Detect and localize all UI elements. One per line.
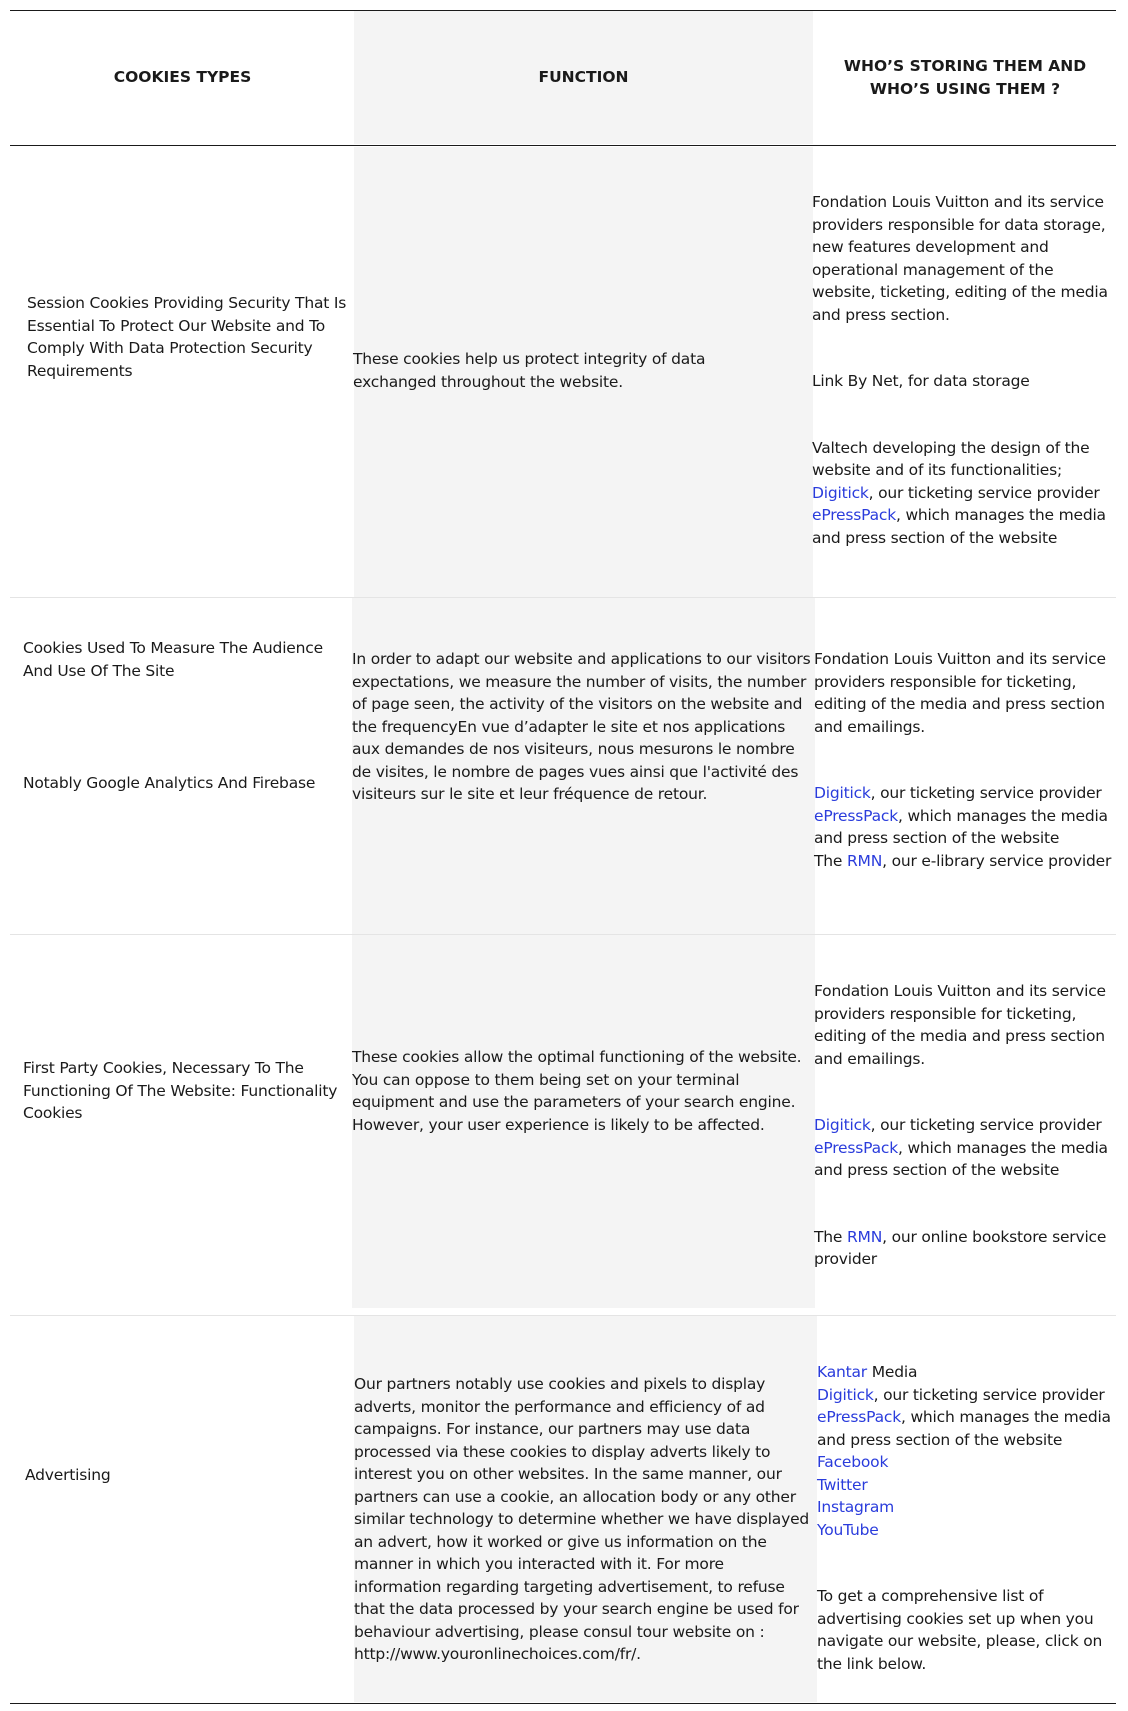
twitter-link[interactable]: Twitter <box>817 1475 868 1494</box>
rmn-description: , our online bookstore service provider <box>814 1227 1107 1268</box>
rmn-prefix: The <box>814 851 847 870</box>
advertising-list-note: To get a comprehensive list of advertising cookies set up when you navigate our website, please, click on the link below. <box>817 1587 1103 1673</box>
cookie-type-audience-title: Cookies Used To Measure The Audience And Use Of The Site <box>23 639 323 680</box>
row-divider <box>10 597 1116 598</box>
epresspack-link[interactable]: ePressPack <box>817 1408 901 1426</box>
cookie-type-session: Session Cookies Providing Security That Is Essential To Protect Our Website and To Comply With Data Protection Security Requirements <box>27 294 347 380</box>
digitick-link[interactable]: Digitick <box>814 784 871 802</box>
digitick-description: , our ticketing service provider <box>868 483 1100 502</box>
epresspack-link[interactable]: ePressPack <box>812 506 896 524</box>
youtube-link[interactable]: YouTube <box>817 1520 879 1539</box>
facebook-link[interactable]: Facebook <box>817 1453 889 1471</box>
header-bottom-rule <box>10 145 1116 146</box>
who-paragraph: Fondation Louis Vuitton and its service providers responsible for ticketing, editing of the media and press section and emailings. <box>814 650 1106 736</box>
digitick-description: , our ticketing service provider <box>873 1385 1105 1404</box>
function-audience: In order to adapt our website and applications to our visitors expectations, we measure the number of visits, the number of page seen, the activity of the visitors on the website and the frequencyEn vue d’adapter le site et nos applications aux demandes de nos visiteurs, nous mesurons le nombre de visites, le nombre de pages vues ainsi que l'activité des visiteurs sur le site et leur fréquence de retour. <box>352 650 811 803</box>
who-paragraph: Fondation Louis Vuitton and its service providers responsible for ticketing, editing of the media and press section and emailings. <box>814 982 1106 1068</box>
rmn-link[interactable]: RMN <box>846 1227 883 1246</box>
epresspack-description: , which manages the media and press section of the website <box>817 1408 1111 1449</box>
cookie-type-audience <box>23 637 343 795</box>
function-functionality: These cookies allow the optimal functioning of the website. You can oppose to them being set on your terminal equipment and use the parameters of your search engine. However, your user experience is likely to be affected. <box>352 1048 802 1134</box>
digitick-description: , our ticketing service provider <box>870 1116 1102 1134</box>
function-session: These cookies help us protect integrity of data exchanged throughout the website. <box>353 350 706 391</box>
row-divider <box>10 934 1116 935</box>
digitick-link[interactable]: Digitick <box>817 1385 874 1404</box>
instagram-link[interactable]: Instagram <box>817 1498 895 1516</box>
column-header-who-stores: WHO’S STORING THEM AND WHO’S USING THEM ? <box>843 57 1087 98</box>
rmn-description: , our e-library service provider <box>882 851 1112 870</box>
function-advertising: Our partners notably use cookies and pixels to display adverts, monitor the performance and efficiency of ad campaigns. For instance, our partners may use data processed via these cookies to display adverts likely to interest you on other websites. In the same manner, our partners can use a cookie, an allocation body or any other similar technology to determine whether we have displayed an advert, how it worked or give us information on the manner in which you interacted with it. For more information regarding targeting advertisement, to refuse that the data processed by your search engine be used for behaviour advertising, please consul tour website on : http://www.youronlinechoices.com/fr/. <box>354 1375 810 1663</box>
row-divider <box>10 1315 1116 1316</box>
digitick-link[interactable]: Digitick <box>814 1116 871 1134</box>
who-paragraph: Fondation Louis Vuitton and its service providers responsible for data storage, new features development and operational management of the website, ticketing, editing of the media and press section. <box>812 193 1108 324</box>
kantar-link[interactable]: Kantar <box>817 1363 867 1381</box>
epresspack-link[interactable]: ePressPack <box>814 806 898 825</box>
epresspack-description: , which manages the media and press section of the website <box>812 506 1106 547</box>
who-paragraph: Valtech developing the design of the website and of its functionalities; <box>812 438 1090 479</box>
column-header-cookies-types: COOKIES TYPES <box>113 68 252 86</box>
kantar-description: Media <box>866 1363 918 1381</box>
table-top-rule <box>10 10 1116 11</box>
cookie-type-functionality: First Party Cookies, Necessary To The Functioning Of The Website: Functionality Cookies <box>23 1059 338 1122</box>
epresspack-description: , which manages the media and press section of the website <box>814 806 1108 847</box>
who-paragraph: Link By Net, for data storage <box>812 372 1030 390</box>
epresspack-link[interactable]: ePressPack <box>814 1138 898 1157</box>
cookie-type-advertising: Advertising <box>25 1466 111 1484</box>
who-stores-functionality <box>814 980 1114 1271</box>
epresspack-description: , which manages the media and press section of the website <box>814 1138 1108 1179</box>
digitick-description: , our ticketing service provider <box>870 784 1102 802</box>
table-bottom-rule <box>10 1703 1116 1704</box>
column-header-function: FUNCTION <box>538 68 629 86</box>
who-stores-advertising <box>817 1361 1123 1675</box>
who-stores-audience <box>814 648 1114 872</box>
digitick-link[interactable]: Digitick <box>812 483 869 502</box>
rmn-prefix: The <box>814 1227 847 1246</box>
rmn-link[interactable]: RMN <box>846 851 883 870</box>
cookie-type-audience-note: Notably Google Analytics And Firebase <box>23 774 316 792</box>
who-stores-session <box>812 191 1112 549</box>
